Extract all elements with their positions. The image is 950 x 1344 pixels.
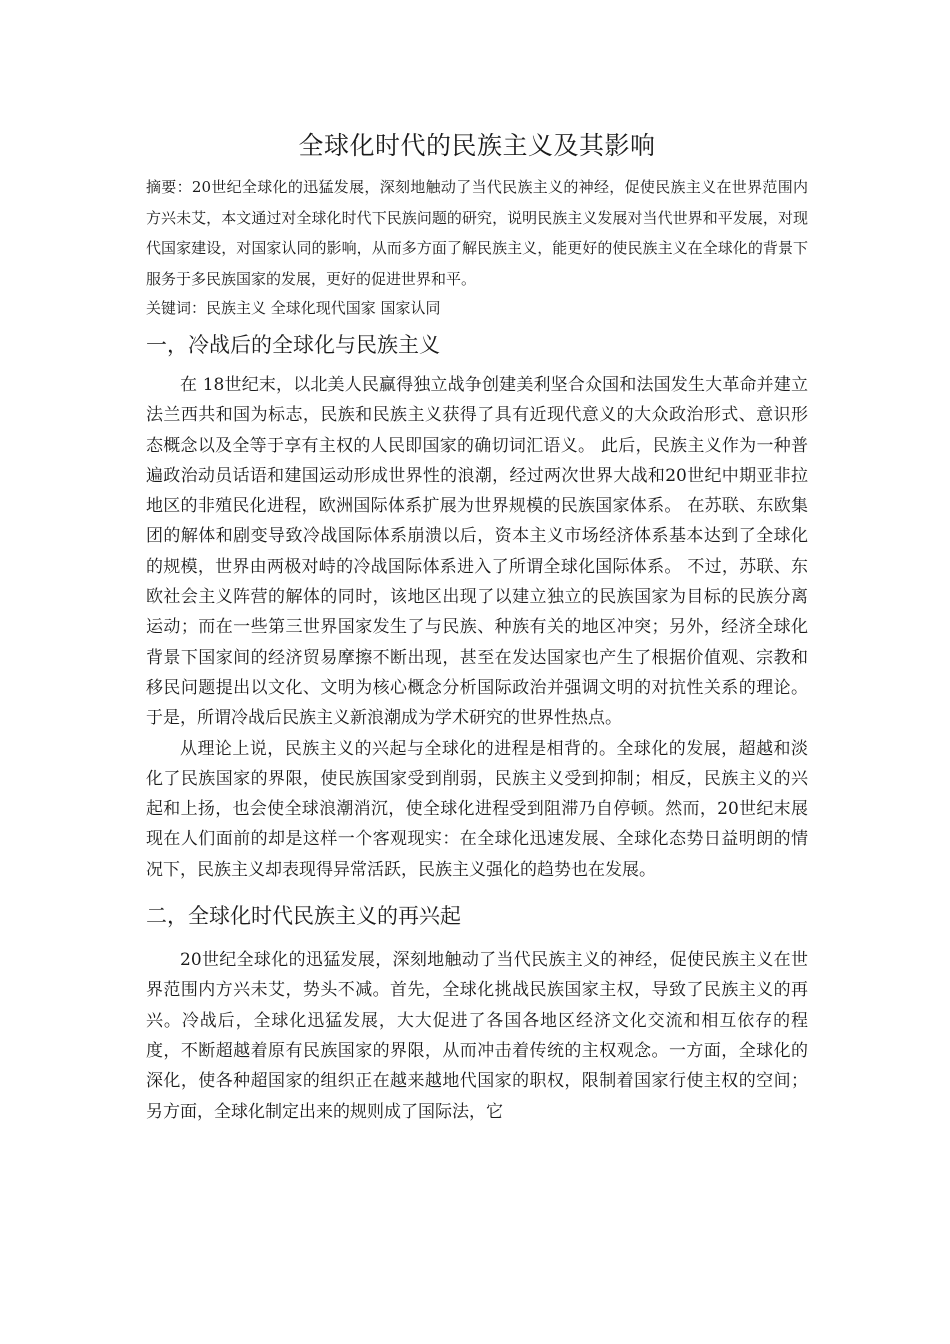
abstract: 摘要：20世纪全球化的迅猛发展，深刻地触动了当代民族主义的神经，促使民族主义在世界范围内方兴未艾，本文通过对全球化时代下民族问题的研究，说明民族主义发展对当代世界和平发展，对现代国家建设，对国家认同的影响，从而多方面了解民族主义，能更好的使民族主义在全球化的背景下服务于多民族国家的发展，更好的促进世界和平。	[146, 178, 808, 288]
paragraph: 20世纪全球化的迅猛发展，深刻地触动了当代民族主义的神经，促使民族主义在世界范围内方兴未艾，势头不减。首先，全球化挑战民族国家主权，导致了民族主义的再兴。冷战后，全球化迅猛发展，大大促进了各国各地区经济文化交流和相互依存的程度，不断超越着原有民族国家的界限，从而冲击着传统的主权观念。一方面，全球化的深化，使各种超国家的组织正在越来越地代国家的职权，限制着国家行使主权的空间；另方面，全球化制定出来的规则成了国际法，它	[146, 950, 808, 1122]
document-title: 全球化时代的民族主义及其影响	[298, 131, 656, 160]
paragraph: 在 18世纪末，以北美人民赢得独立战争创建美利坚合众国和法国发生大革命并建立法兰西共和国为标志，民族和民族主义获得了具有近现代意义的大众政治形式、意识形态概念以及全等于享有主权的人民即国家的确切词汇语义。 此后，民族主义作为一种普遍政治动员话语和建国运动形成世界性的浪潮，经过两次世界大战和20世纪中期亚非拉地区的非殖民化进程，欧洲国际体系扩展为世界规模的民族国家体系。 在苏联、东欧集团的解体和剧变导致冷战国际体系崩溃以后，资本主义市场经济体系基本达到了全球化的规模，世界由两极对峙的冷战国际体系进入了所谓全球化国际体系。 不过，苏联、东欧社会主义阵营的解体的同时，该地区出现了以建立独立的民族国家为目标的民族分离运动；而在一些第三世界国家发生了与民族、种族有关的地区冲突；另外，经济全球化背景下国家间的经济贸易摩擦不断出现，甚至在发达国家也产生了根据价值观、宗教和移民问题提出以文化、文明为核心概念分析国际政治并强调文明的对抗性关系的理论。 于是，所谓冷战后民族主义新浪潮成为学术研究的世界性热点。	[146, 375, 808, 729]
document-page	[146, 128, 808, 1127]
section-heading: 一，冷战后的全球化与民族主义	[146, 333, 440, 357]
section-heading: 二，全球化时代民族主义的再兴起	[146, 904, 461, 929]
keywords: 关键词：民族主义 全球化现代国家 国家认同	[146, 299, 441, 317]
section-1	[146, 328, 808, 885]
paragraph: 从理论上说，民族主义的兴起与全球化的进程是相背的。全球化的发展，超越和淡化了民族国家的界限，使民族国家受到削弱，民族主义受到抑制；相反，民族主义的兴起和上扬，也会使全球浪潮消沉，使全球化进程受到阻滞乃自停顿。然而，20世纪末展现在人们面前的却是这样一个客观现实：在全球化迅速发展、全球化态势日益明朗的情况下，民族主义却表现得异常活跃，民族主义强化的趋势也在发展。	[146, 738, 808, 880]
section-2	[146, 899, 808, 1127]
